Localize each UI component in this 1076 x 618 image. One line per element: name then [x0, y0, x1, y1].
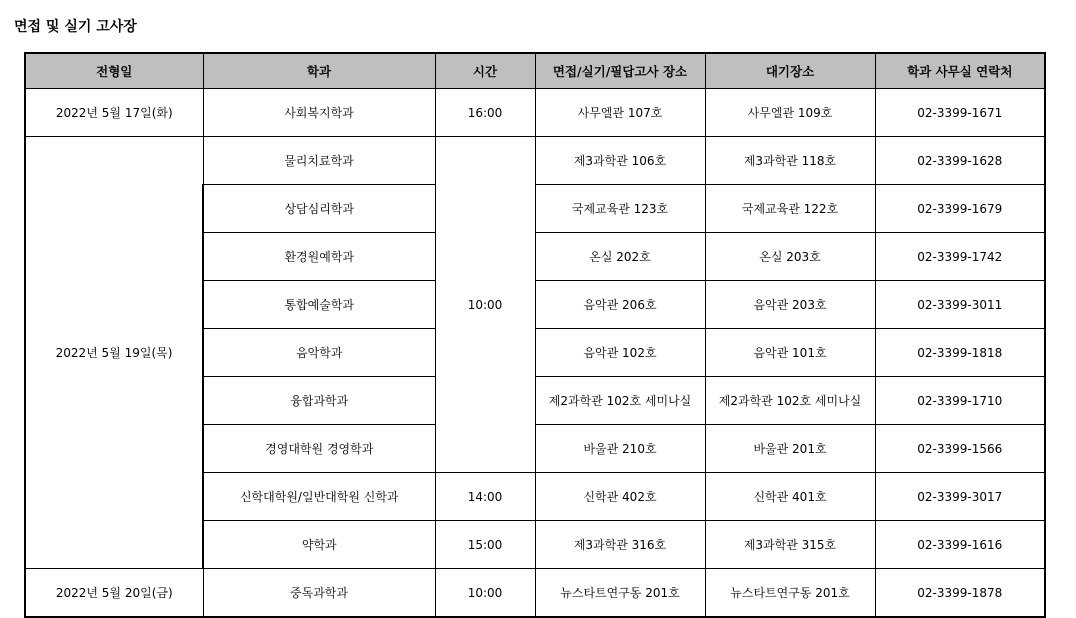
exam-room-cell: 신학관 402호 [535, 473, 705, 521]
phone-cell: 02-3399-1616 [875, 521, 1045, 569]
waiting-room-cell: 바울관 201호 [705, 425, 875, 473]
waiting-room-cell: 제3과학관 118호 [705, 137, 875, 185]
department-cell: 약학과 [203, 521, 435, 569]
phone-cell: 02-3399-1742 [875, 233, 1045, 281]
exam-room-cell: 국제교육관 123호 [535, 185, 705, 233]
department-cell: 통합예술학과 [203, 281, 435, 329]
exam-room-cell: 바울관 210호 [535, 425, 705, 473]
waiting-room-cell: 음악관 203호 [705, 281, 875, 329]
header-department: 학과 [203, 53, 435, 89]
waiting-room-cell: 신학관 401호 [705, 473, 875, 521]
table-row [25, 137, 1045, 185]
time-cell: 16:00 [435, 89, 535, 137]
time-cell: 10:00 [435, 569, 535, 618]
waiting-room-cell: 사무엘관 109호 [705, 89, 875, 137]
header-time: 시간 [435, 53, 535, 89]
exam-room-cell: 음악관 206호 [535, 281, 705, 329]
waiting-room-cell: 음악관 101호 [705, 329, 875, 377]
department-cell: 신학대학원/일반대학원 신학과 [203, 473, 435, 521]
waiting-room-cell: 제2과학관 102호 세미나실 [705, 377, 875, 425]
phone-cell: 02-3399-1878 [875, 569, 1045, 618]
header-exam-room: 면접/실기/필답고사 장소 [535, 53, 705, 89]
department-cell: 환경원예학과 [203, 233, 435, 281]
exam-schedule-table [24, 52, 1046, 618]
time-cell: 14:00 [435, 473, 535, 521]
time-cell: 10:00 [435, 137, 535, 473]
department-cell: 경영대학원 경영학과 [203, 425, 435, 473]
phone-cell: 02-3399-1628 [875, 137, 1045, 185]
header-office-phone: 학과 사무실 연락처 [875, 53, 1045, 89]
phone-cell: 02-3399-3011 [875, 281, 1045, 329]
page-title: 면접 및 실기 고사장 [14, 19, 137, 35]
exam-room-cell: 제2과학관 102호 세미나실 [535, 377, 705, 425]
header-date: 전형일 [25, 53, 203, 89]
exam-room-cell: 제3과학관 316호 [535, 521, 705, 569]
date-cell: 2022년 5월 19일(목) [25, 137, 203, 569]
waiting-room-cell: 온실 203호 [705, 233, 875, 281]
phone-cell: 02-3399-1679 [875, 185, 1045, 233]
waiting-room-cell: 뉴스타트연구동 201호 [705, 569, 875, 618]
date-cell: 2022년 5월 17일(화) [25, 89, 203, 137]
exam-room-cell: 제3과학관 106호 [535, 137, 705, 185]
table-row [25, 89, 1045, 137]
table-row [25, 569, 1045, 618]
phone-cell: 02-3399-3017 [875, 473, 1045, 521]
waiting-room-cell: 국제교육관 122호 [705, 185, 875, 233]
phone-cell: 02-3399-1566 [875, 425, 1045, 473]
phone-cell: 02-3399-1710 [875, 377, 1045, 425]
exam-room-cell: 사무엘관 107호 [535, 89, 705, 137]
header-waiting-room: 대기장소 [705, 53, 875, 89]
exam-room-cell: 뉴스타트연구동 201호 [535, 569, 705, 618]
phone-cell: 02-3399-1818 [875, 329, 1045, 377]
department-cell: 융합과학과 [203, 377, 435, 425]
date-cell: 2022년 5월 20일(금) [25, 569, 203, 618]
time-cell: 15:00 [435, 521, 535, 569]
waiting-room-cell: 제3과학관 315호 [705, 521, 875, 569]
phone-cell: 02-3399-1671 [875, 89, 1045, 137]
exam-room-cell: 음악관 102호 [535, 329, 705, 377]
department-cell: 음악학과 [203, 329, 435, 377]
table-header-row [25, 53, 1045, 89]
department-cell: 중독과학과 [203, 569, 435, 618]
department-cell: 물리치료학과 [203, 137, 435, 185]
exam-room-cell: 온실 202호 [535, 233, 705, 281]
department-cell: 상담심리학과 [203, 185, 435, 233]
department-cell: 사회복지학과 [203, 89, 435, 137]
